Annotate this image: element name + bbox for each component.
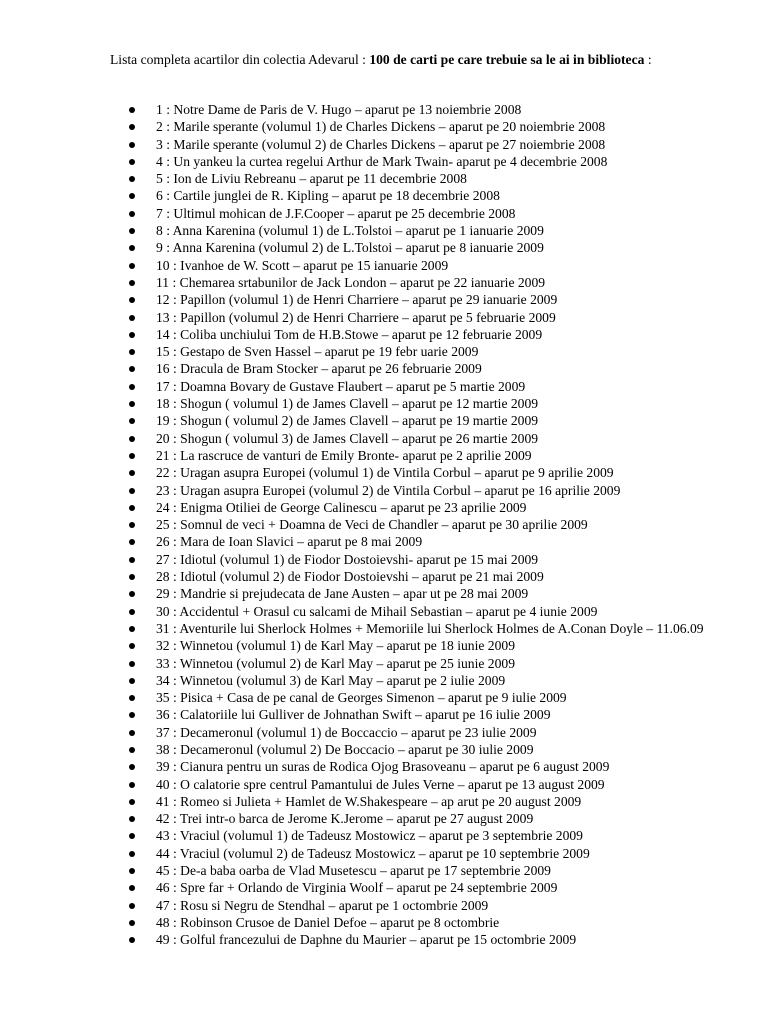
book-entry-text: 24 : Enigma Otiliei de George Calinescu – aparut pe 23 aprilie 2009 — [156, 499, 527, 515]
book-list-item — [129, 620, 711, 637]
book-entry-text: 3 : Marile sperante (volumul 2) de Charles Dickens – aparut pe 27 noiembrie 2008 — [156, 136, 606, 152]
book-entry-text: 46 : Spre far + Orlando de Virginia Woolf – aparut pe 24 septembrie 2009 — [156, 880, 558, 896]
book-list-item — [129, 118, 709, 135]
bullet-icon — [129, 522, 135, 528]
bullet-icon — [129, 505, 135, 511]
book-list-item — [129, 257, 709, 274]
book-entry-text: 40 : O calatorie spre centrul Pamantului de Jules Verne – aparut pe 13 august 2009 — [156, 776, 605, 792]
book-entry-text: 7 : Ultimul mohican de J.F.Cooper – aparut pe 25 decembrie 2008 — [156, 205, 516, 221]
book-entry-text: 20 : Shogun ( volumul 3) de James Clavell – aparut pe 26 martie 2009 — [156, 430, 539, 446]
book-list-item — [129, 205, 709, 222]
book-entry-text: 36 : Calatoriile lui Gulliver de Johnathan Swift – aparut pe 16 iulie 2009 — [156, 707, 551, 723]
book-list-item — [129, 533, 709, 550]
bullet-icon — [129, 332, 135, 338]
book-entry-text: 15 : Gestapo de Sven Hassel – aparut pe 19 febr uarie 2009 — [156, 344, 479, 360]
book-entry-text: 39 : Cianura pentru un suras de Rodica Ojog Brasoveanu – aparut pe 6 august 2009 — [156, 759, 610, 775]
book-list — [129, 101, 709, 949]
book-entry-text: 5 : Ion de Liviu Rebreanu – aparut pe 11 decembrie 2008 — [156, 171, 467, 187]
book-list-item — [129, 724, 709, 741]
book-list-item — [129, 862, 709, 879]
book-entry-text: 28 : Idiotul (volumul 2) de Fiodor Dostoievshi – aparut pe 21 mai 2009 — [156, 569, 544, 585]
book-entry-text: 19 : Shogun ( volumul 2) de James Clavell – aparut pe 19 martie 2009 — [156, 413, 539, 429]
book-entry-text: 29 : Mandrie si prejudecata de Jane Austen – apar ut pe 28 mai 2009 — [156, 586, 529, 602]
bullet-icon — [129, 349, 135, 355]
intro-prefix: Lista completa acartilor din colectia Adevarul : — [110, 52, 370, 67]
book-list-item — [129, 931, 709, 948]
bullet-icon — [129, 124, 135, 130]
bullet-icon — [129, 557, 135, 563]
book-list-item — [129, 499, 709, 516]
book-list-item — [129, 827, 709, 844]
book-entry-text: 2 : Marile sperante (volumul 1) de Charles Dickens – aparut pe 20 noiembrie 2008 — [156, 119, 606, 135]
bullet-icon — [129, 851, 135, 857]
book-entry-text: 42 : Trei intr-o barca de Jerome K.Jerome – aparut pe 27 august 2009 — [156, 811, 534, 827]
book-list-item — [129, 603, 709, 620]
bullet-icon — [129, 574, 135, 580]
bullet-icon — [129, 661, 135, 667]
bullet-icon — [129, 799, 135, 805]
book-entry-text: 35 : Pisica + Casa de pe canal de Georges Simenon – aparut pe 9 iulie 2009 — [156, 690, 567, 706]
book-entry-text: 4 : Un yankeu la curtea regelui Arthur de Mark Twain- aparut pe 4 decembrie 2008 — [156, 153, 608, 169]
book-list-item — [129, 585, 709, 602]
book-list-item — [129, 516, 709, 533]
book-list-item — [129, 378, 709, 395]
bullet-icon — [129, 747, 135, 753]
book-entry-text: 12 : Papillon (volumul 1) de Henri Charriere – aparut pe 29 ianuarie 2009 — [156, 292, 558, 308]
book-entry-text: 34 : Winnetou (volumul 3) de Karl May – aparut pe 2 iulie 2009 — [156, 672, 506, 688]
book-list-item — [129, 672, 709, 689]
collection-title: 100 de carti pe care trebuie sa le ai in biblioteca — [369, 52, 645, 67]
book-entry-text: 37 : Decameronul (volumul 1) de Boccaccio – aparut pe 23 iulie 2009 — [156, 724, 537, 740]
bullet-icon — [129, 937, 135, 943]
book-list-item — [129, 914, 709, 931]
book-entry-text: 23 : Uragan asupra Europei (volumul 2) de Vintila Corbul – aparut pe 16 aprilie 2009 — [156, 482, 621, 498]
book-entry-text: 45 : De-a baba oarba de Vlad Musetescu – aparut pe 17 septembrie 2009 — [156, 863, 551, 879]
book-entry-text: 21 : La rascruce de vanturi de Emily Bronte- aparut pe 2 aprilie 2009 — [156, 447, 532, 463]
book-list-item — [129, 655, 709, 672]
book-entry-text: 47 : Rosu si Negru de Stendhal – aparut pe 1 octombrie 2009 — [156, 897, 489, 913]
book-entry-text: 43 : Vraciul (volumul 1) de Tadeusz Mostowicz – aparut pe 3 septembrie 2009 — [156, 828, 583, 844]
book-list-item — [129, 568, 709, 585]
book-list-item — [129, 637, 709, 654]
book-list-item — [129, 551, 709, 568]
bullet-icon — [129, 678, 135, 684]
book-list-item — [129, 309, 709, 326]
bullet-icon — [129, 315, 135, 321]
book-list-item — [129, 464, 709, 481]
bullet-icon — [129, 453, 135, 459]
book-list-item — [129, 343, 709, 360]
intro-suffix: : — [644, 52, 652, 67]
book-list-item — [129, 430, 709, 447]
book-entry-text: 25 : Somnul de veci + Doamna de Veci de Chandler – aparut pe 30 aprilie 2009 — [156, 517, 588, 533]
book-entry-text: 22 : Uragan asupra Europei (volumul 1) de Vintila Corbul – aparut pe 9 aprilie 2009 — [156, 465, 614, 481]
book-list-item — [129, 482, 709, 499]
bullet-icon — [129, 764, 135, 770]
book-list-item — [129, 879, 709, 896]
bullet-icon — [129, 280, 135, 286]
bullet-icon — [129, 833, 135, 839]
book-list-item — [129, 101, 709, 118]
bullet-icon — [129, 263, 135, 269]
bullet-icon — [129, 159, 135, 165]
book-list-item — [129, 897, 709, 914]
bullet-icon — [129, 142, 135, 148]
book-entry-text: 11 : Chemarea srtabunilor de Jack London – aparut pe 22 ianuarie 2009 — [156, 274, 546, 290]
bullet-icon — [129, 211, 135, 217]
bullet-icon — [129, 920, 135, 926]
book-entry-text: 6 : Cartile junglei de R. Kipling – aparut pe 18 decembrie 2008 — [156, 188, 500, 204]
book-entry-text: 44 : Vraciul (volumul 2) de Tadeusz Mostowicz – aparut pe 10 septembrie 2009 — [156, 845, 590, 861]
book-list-item — [129, 187, 709, 204]
book-list-item — [129, 239, 709, 256]
book-list-item — [129, 291, 709, 308]
book-entry-text: 33 : Winnetou (volumul 2) de Karl May – aparut pe 25 iunie 2009 — [156, 655, 515, 671]
book-entry-text: 1 : Notre Dame de Paris de V. Hugo – aparut pe 13 noiembrie 2008 — [156, 102, 522, 117]
bullet-icon — [129, 609, 135, 615]
bullet-icon — [129, 384, 135, 390]
bullet-icon — [129, 885, 135, 891]
bullet-icon — [129, 712, 135, 718]
intro-paragraph — [110, 51, 670, 68]
book-list-item — [129, 136, 709, 153]
book-list-item — [129, 153, 709, 170]
bullet-icon — [129, 626, 135, 632]
book-list-item — [129, 326, 709, 343]
book-entry-text: 26 : Mara de Ioan Slavici – aparut pe 8 mai 2009 — [156, 534, 423, 550]
book-list-item — [129, 274, 709, 291]
bullet-icon — [129, 868, 135, 874]
book-list-item — [129, 689, 709, 706]
bullet-icon — [129, 107, 135, 113]
book-list-item — [129, 758, 709, 775]
book-entry-text: 49 : Golful francezului de Daphne du Maurier – aparut pe 15 octombrie 2009 — [156, 932, 577, 948]
bullet-icon — [129, 695, 135, 701]
book-entry-text: 18 : Shogun ( volumul 1) de James Clavell – aparut pe 12 martie 2009 — [156, 396, 539, 412]
bullet-icon — [129, 245, 135, 251]
bullet-icon — [129, 816, 135, 822]
bullet-icon — [129, 297, 135, 303]
bullet-icon — [129, 401, 135, 407]
book-entry-text: 32 : Winnetou (volumul 1) de Karl May – aparut pe 18 iunie 2009 — [156, 638, 515, 654]
book-entry-text: 27 : Idiotul (volumul 1) de Fiodor Dostoievshi- aparut pe 15 mai 2009 — [156, 551, 539, 567]
bullet-icon — [129, 176, 135, 182]
book-entry-text: 31 : Aventurile lui Sherlock Holmes + Memoriile lui Sherlock Holmes de A.Conan Doyle – 11.06.09 — [156, 620, 704, 636]
book-entry-text: 9 : Anna Karenina (volumul 2) de L.Tolstoi – aparut pe 8 ianuarie 2009 — [156, 240, 544, 256]
book-entry-text: 30 : Accidentul + Orasul cu salcami de Mihail Sebastian – aparut pe 4 iunie 2009 — [156, 603, 598, 619]
book-list-item — [129, 412, 709, 429]
bullet-icon — [129, 418, 135, 424]
book-list-item — [129, 222, 709, 239]
book-entry-text: 10 : Ivanhoe de W. Scott – aparut pe 15 ianuarie 2009 — [156, 257, 449, 273]
book-list-item — [129, 741, 709, 758]
book-list-item — [129, 793, 709, 810]
bullet-icon — [129, 436, 135, 442]
book-entry-text: 13 : Papillon (volumul 2) de Henri Charriere – aparut pe 5 februarie 2009 — [156, 309, 556, 325]
book-list-item — [129, 776, 709, 793]
bullet-icon — [129, 591, 135, 597]
book-list-item — [129, 706, 709, 723]
book-list-item — [129, 845, 709, 862]
bullet-icon — [129, 366, 135, 372]
bullet-icon — [129, 470, 135, 476]
bullet-icon — [129, 193, 135, 199]
book-list-item — [129, 395, 709, 412]
book-entry-text: 17 : Doamna Bovary de Gustave Flaubert – aparut pe 5 martie 2009 — [156, 378, 526, 394]
book-list-item — [129, 810, 709, 827]
bullet-icon — [129, 643, 135, 649]
book-list-item — [129, 360, 709, 377]
bullet-icon — [129, 782, 135, 788]
book-entry-text: 41 : Romeo si Julieta + Hamlet de W.Shakespeare – ap arut pe 20 august 2009 — [156, 793, 582, 809]
book-entry-text: 16 : Dracula de Bram Stocker – aparut pe 26 februarie 2009 — [156, 361, 482, 377]
book-list-item — [129, 170, 709, 187]
bullet-icon — [129, 539, 135, 545]
bullet-icon — [129, 488, 135, 494]
book-entry-text: 38 : Decameronul (volumul 2) De Boccacio – aparut pe 30 iulie 2009 — [156, 741, 534, 757]
bullet-icon — [129, 228, 135, 234]
bullet-icon — [129, 730, 135, 736]
book-entry-text: 14 : Coliba unchiului Tom de H.B.Stowe – aparut pe 12 februarie 2009 — [156, 326, 543, 342]
book-entry-text: 48 : Robinson Crusoe de Daniel Defoe – aparut pe 8 octombrie — [156, 914, 500, 930]
book-entry-text: 8 : Anna Karenina (volumul 1) de L.Tolstoi – aparut pe 1 ianuarie 2009 — [156, 223, 544, 239]
book-list-item — [129, 447, 709, 464]
bullet-icon — [129, 903, 135, 909]
